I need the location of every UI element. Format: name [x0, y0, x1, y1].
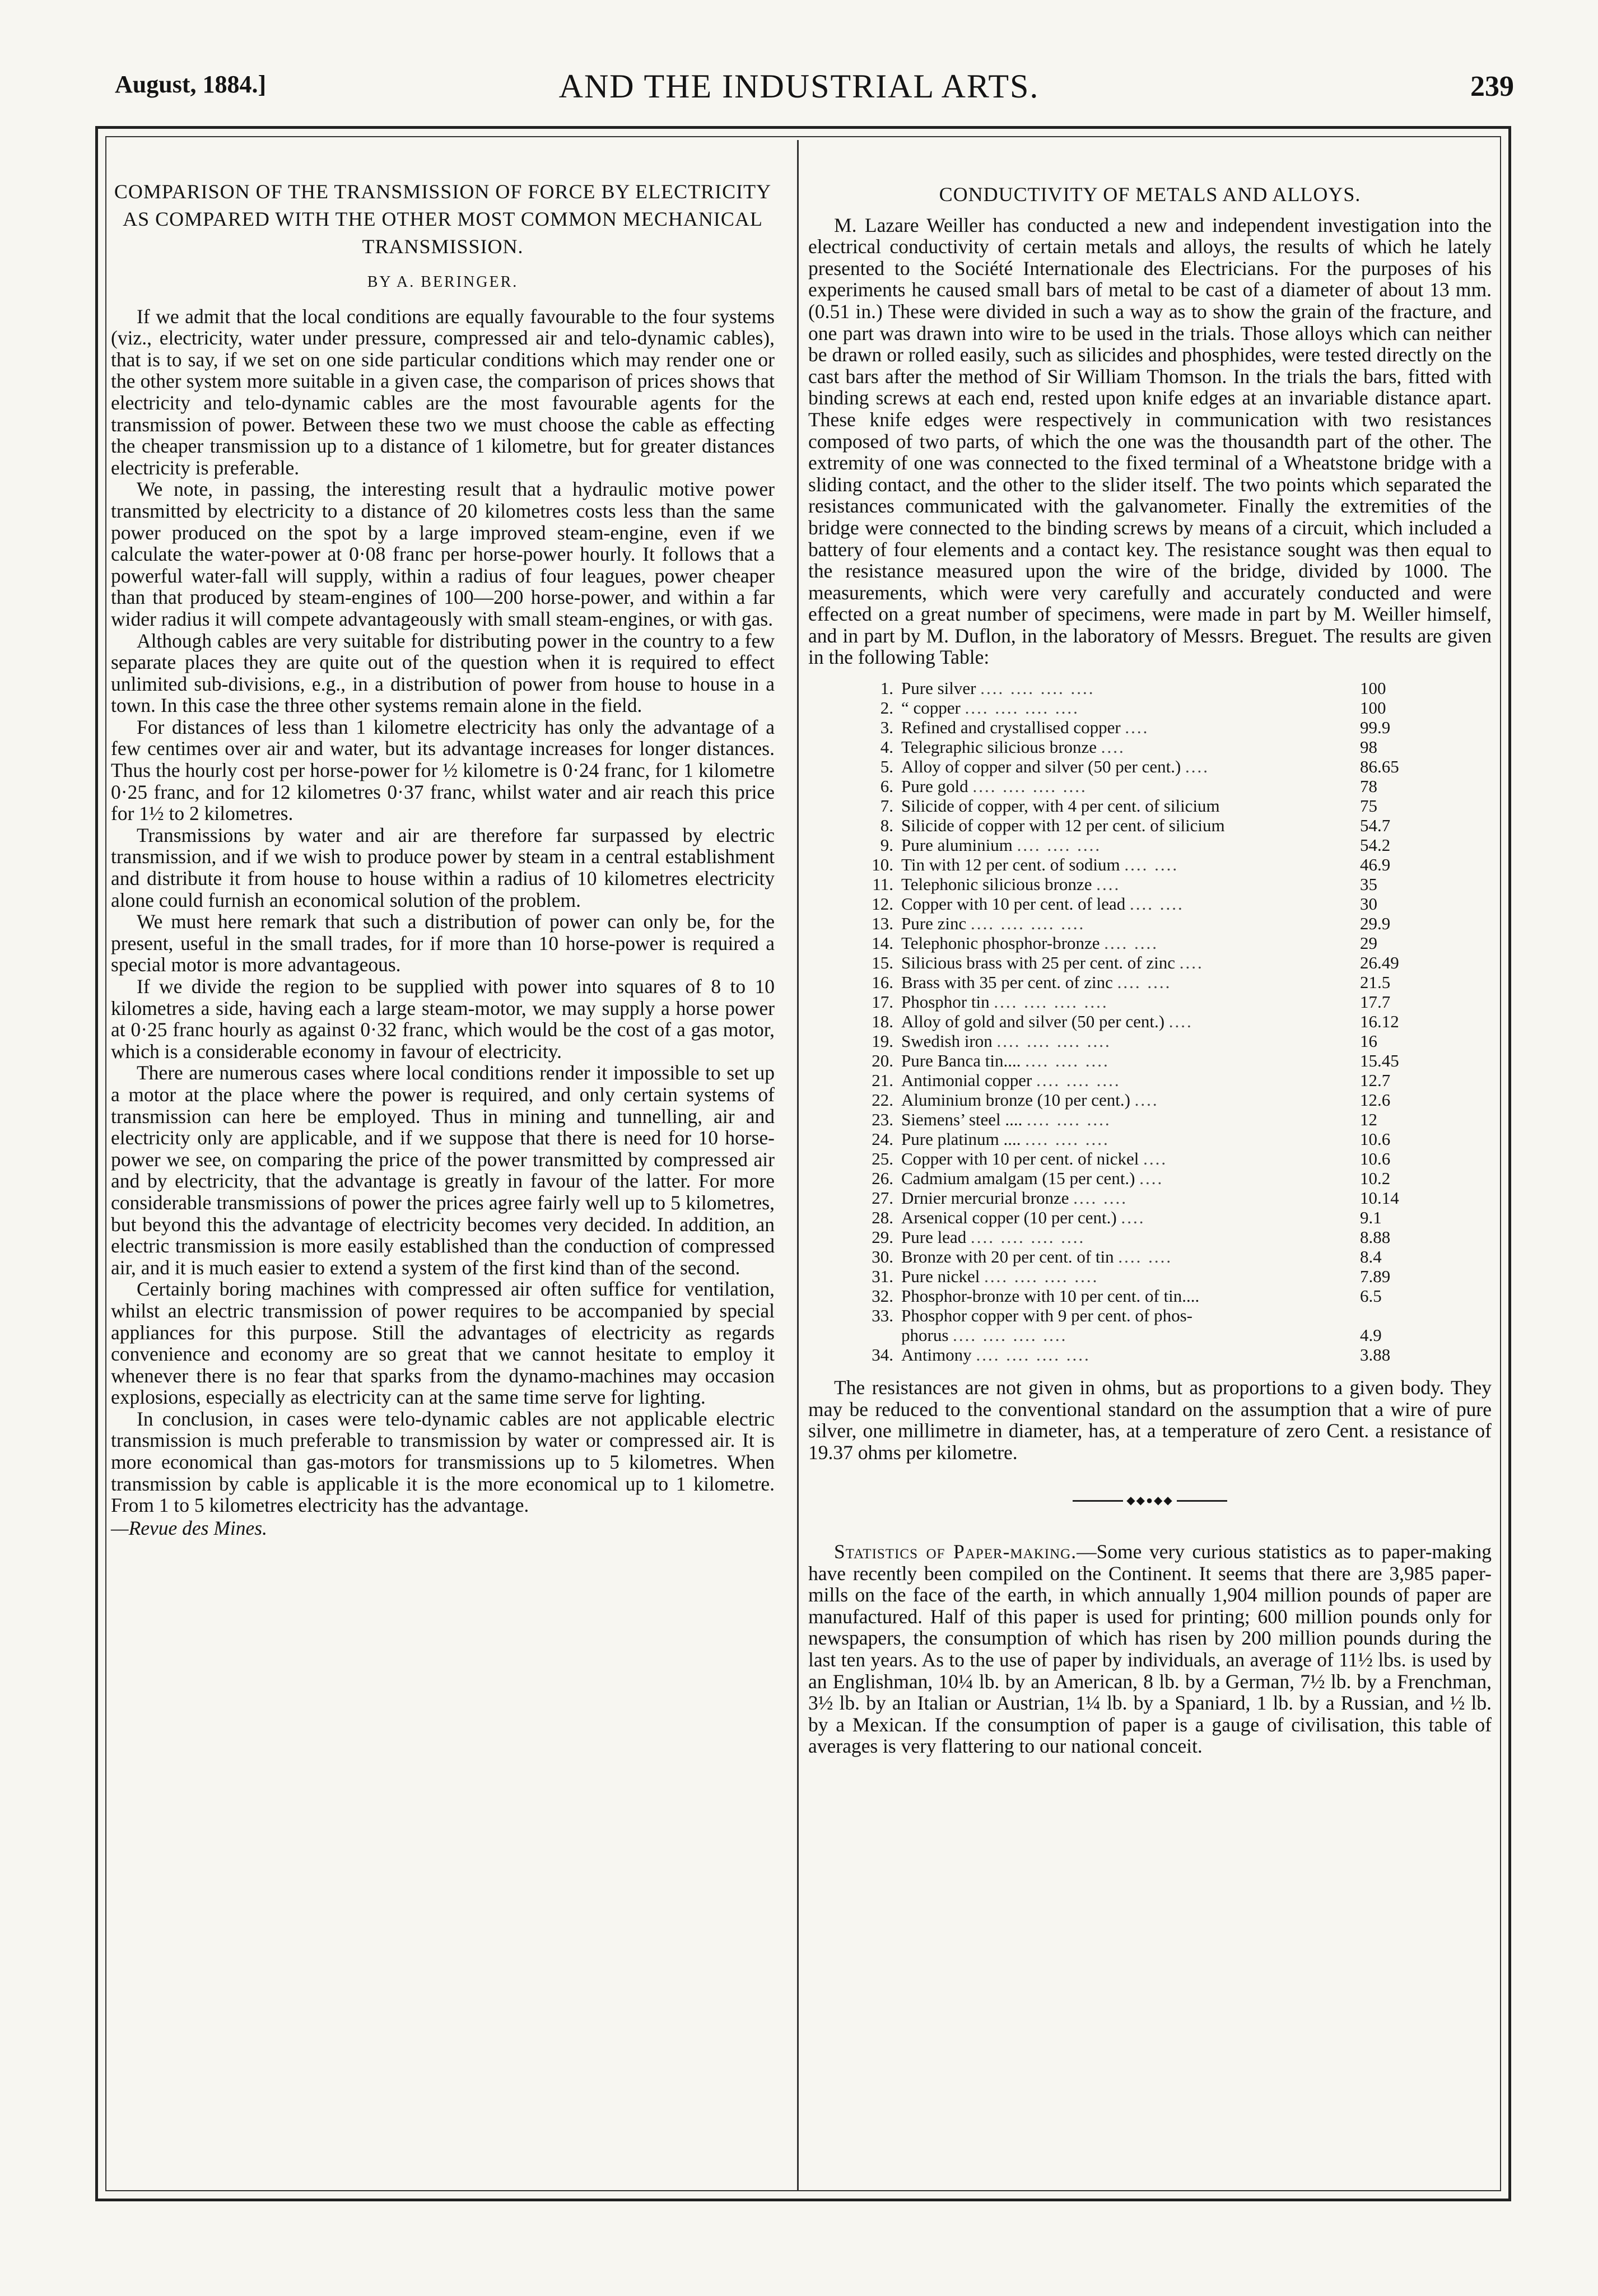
- row-number: 16.: [872, 972, 893, 993]
- leader-dots: .... .... .... ....: [970, 1227, 1085, 1247]
- leader-dots: .... .... .... ....: [996, 1031, 1111, 1051]
- conductivity-value: 3.88: [1360, 1345, 1391, 1365]
- table-row: [864, 1070, 1413, 1090]
- row-number: 21.: [872, 1070, 893, 1091]
- table-row: [864, 855, 1413, 874]
- table-row: [864, 894, 1413, 914]
- row-number: 17.: [872, 992, 893, 1012]
- table-row: [864, 1168, 1413, 1188]
- leader-dots: .... ....: [1073, 1188, 1128, 1208]
- leader-dots: .... ....: [1130, 894, 1184, 914]
- material-label: Tin with 12 per cent. of sodium: [901, 855, 1120, 875]
- conductivity-value: 7.89: [1360, 1266, 1391, 1287]
- row-number: 11.: [872, 874, 893, 895]
- article-paragraph: Transmissions by water and air are therefore far surpassed by electric transmission, and if we wish to produce power by steam in a central establishment and distribute it from house to house within a radius of 10 kilometres electricity alone could furnish an economical solution of the problem.: [111, 823, 775, 911]
- table-row: [864, 1306, 1413, 1325]
- material-label: Silicide of copper with 12 per cent. of silicium: [901, 816, 1225, 836]
- row-number: 13.: [872, 914, 893, 934]
- material-label: Silicide of copper, with 4 per cent. of silicium: [901, 796, 1220, 816]
- conductivity-value: 30: [1360, 894, 1377, 914]
- conductivity-value: 17.7: [1360, 992, 1391, 1012]
- article-paragraph: We must here remark that such a distribution of power can only be, for the present, useful in the small trades, for if more than 10 horse-power is required a special motor is more advantageous.: [111, 910, 775, 976]
- conductivity-closing: The resistances are not given in ohms, but as proportions to a given body. They may be reduced to the conventional standard on the assumption that a wire of pure silver, one millimetre in diameter, has, at a temperature of zero Cent. a resistance of 19.37 ohms per kilometre.: [808, 1376, 1492, 1464]
- material-name: [901, 992, 1348, 1012]
- material-label: Pure aluminium: [901, 835, 1013, 855]
- table-row: [864, 1325, 1413, 1345]
- table-row: [864, 1208, 1413, 1227]
- material-label: Pure gold: [901, 776, 968, 797]
- conductivity-value: 46.9: [1360, 855, 1391, 875]
- conductivity-value: 75: [1360, 796, 1377, 816]
- article-body: [111, 306, 775, 1516]
- leader-dots: ....: [1185, 757, 1210, 777]
- material-name: [901, 678, 1348, 698]
- article-paragraph: We note, in passing, the interesting result that a hydraulic motive power transmitted by electricity to a distance of 20 kilometres costs less than the same power produced on the spot by a large improved steam-engine, even if we calculate the water-power at 0·08 franc per horse-power hourly. It follows that a powerful water-fall will supply, within a radius of four leagues, power cheaper than that produced by steam-engines of 100—200 horse-power, and within a far wider radius it will compete advantageously with small steam-engines, or with gas.: [111, 478, 775, 630]
- row-number: 6.: [880, 776, 893, 797]
- conductivity-value: 99.9: [1360, 718, 1391, 738]
- material-name: [901, 874, 1348, 894]
- row-number: 4.: [880, 737, 893, 757]
- table-row: [864, 1345, 1413, 1364]
- table-row: [864, 972, 1413, 992]
- article-source: [111, 1517, 775, 1539]
- conductivity-value: 10.6: [1360, 1129, 1391, 1149]
- row-number: 18.: [872, 1012, 893, 1032]
- conductivity-value: 100: [1360, 678, 1386, 698]
- conductivity-value: 78: [1360, 776, 1377, 797]
- row-number: 20.: [872, 1051, 893, 1071]
- table-row: [864, 1090, 1413, 1110]
- table-row: [864, 698, 1413, 718]
- material-label: Telephonic silicious bronze: [901, 874, 1092, 895]
- material-name: [901, 855, 1348, 874]
- table-row: [864, 1227, 1413, 1247]
- leader-dots: ....: [1101, 737, 1125, 757]
- material-label: Phosphor tin: [901, 992, 990, 1012]
- leader-dots: ....: [1168, 1012, 1193, 1032]
- material-name: [901, 1051, 1348, 1070]
- material-name: [901, 894, 1348, 914]
- conductivity-value: 29.9: [1360, 914, 1391, 934]
- material-name: [901, 1306, 1348, 1325]
- material-name: [901, 1227, 1348, 1247]
- conductivity-value: 6.5: [1360, 1286, 1382, 1306]
- leader-dots: .... .... .... ....: [976, 1345, 1091, 1365]
- row-number: 5.: [880, 757, 893, 777]
- material-name: [901, 757, 1348, 776]
- table-row: [864, 796, 1413, 816]
- material-name: [901, 933, 1348, 953]
- leader-dots: .... ....: [1104, 933, 1158, 953]
- article-paragraph: Although cables are very suitable for distributing power in the country to a few separate places they are quite out of the question when it is required to effect unlimited sub-divisions, e.g., in a distribution of power from house to house in a town. In this case the three other systems remain alone in the field.: [111, 629, 775, 717]
- conductivity-value: 10.14: [1360, 1188, 1399, 1208]
- table-row: [864, 1149, 1413, 1168]
- article-paragraph: In conclusion, in cases were telo-dynamic cables are not applicable electric transmission is much preferable to transmission by water or compressed air. It is more economical than gas-motors for transmissions up to 5 kilometres. When transmission by cable is applicable it is the more economical up to 1 kilometre. From 1 to 5 kilometres electricity has the advantage.: [111, 1407, 775, 1517]
- material-name: [901, 972, 1348, 992]
- article-paragraph: If we admit that the local conditions are equally favourable to the four systems (viz., electricity, water under pressure, compressed air and telo-dynamic cables), that is to say, if we set on one side particular conditions which may render one or the other system more suitable in a given case, the comparison of prices shows that electricity and telo-dynamic cables are the most favourable agents for the transmission of power. Between these two we must choose the cable as effecting the cheaper transmission up to a distance of 1 kilometre, but for greater distances electricity is preferable.: [111, 305, 775, 479]
- row-number: 33.: [872, 1306, 893, 1326]
- material-label: Brass with 35 per cent. of zinc: [901, 972, 1113, 993]
- table-row: [864, 835, 1413, 855]
- material-label: Bronze with 20 per cent. of tin: [901, 1247, 1114, 1267]
- leader-dots: ....: [1139, 1168, 1164, 1189]
- conductivity-value: 35: [1360, 874, 1377, 895]
- table-row: [864, 1188, 1413, 1208]
- material-name: [901, 914, 1348, 933]
- issue-date: August, 1884.]: [115, 71, 267, 98]
- right-column: [808, 178, 1492, 1757]
- material-label: Alloy of copper and silver (50 per cent.): [901, 757, 1181, 777]
- conductivity-value: 29: [1360, 933, 1377, 953]
- left-column: [111, 178, 775, 1539]
- conductivity-value: 100: [1360, 698, 1386, 718]
- section-ornament: ◆◆●◆◆: [808, 1490, 1492, 1512]
- page-number: 239: [1470, 71, 1514, 103]
- material-name: [901, 737, 1348, 757]
- table-row: [864, 1051, 1413, 1070]
- material-name: [901, 835, 1348, 855]
- leader-dots: .... .... .... ....: [980, 678, 1095, 698]
- material-name: [901, 1345, 1348, 1364]
- row-number: 12.: [872, 894, 893, 914]
- table-row: [864, 757, 1413, 776]
- material-label: “ copper: [901, 698, 961, 718]
- table-row: [864, 1129, 1413, 1149]
- material-name: [901, 1266, 1348, 1286]
- material-name: [901, 1286, 1348, 1306]
- conductivity-value: 9.1: [1360, 1208, 1382, 1228]
- conductivity-value: 16: [1360, 1031, 1377, 1051]
- conductivity-value: 10.2: [1360, 1168, 1391, 1189]
- paper-statistics-lead: Statistics of Paper-making.: [834, 1540, 1077, 1563]
- conductivity-value: 12: [1360, 1110, 1377, 1130]
- conductivity-value: 86.65: [1360, 757, 1399, 777]
- material-name: [901, 1110, 1348, 1129]
- material-label: Pure nickel: [901, 1266, 980, 1287]
- paper-statistics: [808, 1541, 1492, 1757]
- row-number: [864, 1325, 901, 1345]
- conductivity-value: 4.9: [1360, 1325, 1382, 1345]
- table-row: [864, 1247, 1413, 1266]
- material-name: [901, 796, 1348, 816]
- material-label: phorus: [901, 1325, 949, 1345]
- leader-dots: .... .... .... ....: [965, 698, 1079, 718]
- table-row: [864, 933, 1413, 953]
- conductivity-value: 8.4: [1360, 1247, 1382, 1267]
- material-label: Phosphor-bronze with 10 per cent. of tin....: [901, 1286, 1200, 1306]
- table-row: [864, 1286, 1413, 1306]
- conductivity-table: [864, 678, 1413, 1364]
- leader-dots: ....: [1096, 874, 1121, 895]
- material-label: Copper with 10 per cent. of nickel: [901, 1149, 1139, 1169]
- material-label: Aluminium bronze (10 per cent.): [901, 1090, 1130, 1110]
- row-number: 3.: [880, 718, 893, 738]
- table-row: [864, 953, 1413, 972]
- conductivity-value: 98: [1360, 737, 1377, 757]
- conductivity-value: 21.5: [1360, 972, 1391, 993]
- leader-dots: .... ....: [1124, 855, 1179, 875]
- row-number: 10.: [872, 855, 893, 875]
- conductivity-value: 12.7: [1360, 1070, 1391, 1091]
- material-name: [901, 1031, 1348, 1051]
- row-number: 8.: [880, 816, 893, 836]
- leader-dots: .... ....: [1117, 972, 1172, 993]
- article-byline: BY A. BERINGER.: [367, 273, 519, 291]
- material-name: [901, 1149, 1348, 1168]
- row-number: 14.: [872, 933, 893, 953]
- material-name: [901, 816, 1348, 835]
- leader-dots: .... .... ....: [1025, 1129, 1110, 1149]
- material-name: [901, 1188, 1348, 1208]
- table-row: [864, 737, 1413, 757]
- leader-dots: .... .... .... ....: [984, 1266, 1099, 1287]
- material-label: Pure platinum ....: [901, 1129, 1021, 1149]
- leader-dots: .... ....: [1118, 1247, 1173, 1267]
- leader-dots: .... .... ....: [1027, 1110, 1111, 1130]
- material-label: Alloy of gold and silver (50 per cent.): [901, 1012, 1165, 1032]
- row-number: 24.: [872, 1129, 893, 1149]
- material-label: Antimony: [901, 1345, 972, 1365]
- material-name: [901, 953, 1348, 972]
- conductivity-value: 54.2: [1360, 835, 1391, 855]
- row-number: 28.: [872, 1208, 893, 1228]
- conductivity-value: 26.49: [1360, 953, 1399, 973]
- material-name: [901, 1208, 1348, 1227]
- leader-dots: .... .... ....: [1036, 1070, 1121, 1091]
- conductivity-value: 54.7: [1360, 816, 1391, 836]
- row-number: 23.: [872, 1110, 893, 1130]
- row-number: 25.: [872, 1149, 893, 1169]
- material-name: [901, 1168, 1348, 1188]
- material-label: Drnier mercurial bronze: [901, 1188, 1069, 1208]
- material-label: Silicious brass with 25 per cent. of zinc: [901, 953, 1176, 973]
- row-number: 27.: [872, 1188, 893, 1208]
- row-number: 9.: [880, 835, 893, 855]
- conductivity-value: 15.45: [1360, 1051, 1399, 1071]
- material-name: [901, 1090, 1348, 1110]
- leader-dots: .... .... .... ....: [994, 992, 1108, 1012]
- material-label: Telephonic phosphor-bronze: [901, 933, 1100, 953]
- conductivity-intro: M. Lazare Weiller has conducted a new and independent investigation into the electrical conductivity of certain metals and alloys, the results of which he lately presented to the Société Internationale des Electricians. For the purposes of his experiments he caused small bars of metal to be cast of a diameter of about 13 mm. (0.51 in.) These were divided in such a way as to show the grain of the fracture, and one part was drawn into wire to be used in the trials. Those alloys which can neither be drawn or rolled easily, such as silicides and phosphides, were tested directly on the cast bars after the method of Sir William Thomson. In the trials the bars, fitted with binding screws at each end, rested upon knife edges at an invariable distance apart. These knife edges were respectively in communication with two resistances composed of two parts, of which the one was the thousandth part of the other. The extremity of one was connected to the fixed terminal of a Wheatstone bridge with a sliding contact, and the other to the slider itself. The two points which separated the resistances communicated with the galvanometer. Finally the extremities of the bridge were connected to the binding screws by means of a circuit, which included a battery of four elements and a contact key. The resistance sought was then equal to the resistance measured upon the wire of the bridge, divided by 1000. The measurements, which were very carefully and accurately conducted and were effected on a great number of specimens, were made in part by M. Weiller himself, and in part by M. Duflon, in the laboratory of Messrs. Breguet. The results are given in the following Table:: [808, 213, 1492, 669]
- material-label: Copper with 10 per cent. of lead: [901, 894, 1126, 914]
- leader-dots: ....: [1125, 718, 1149, 738]
- row-number: 31.: [872, 1266, 893, 1287]
- material-name: [901, 1070, 1348, 1090]
- table-row: [864, 718, 1413, 737]
- table-row: [864, 1266, 1413, 1286]
- material-label: Pure zinc: [901, 914, 967, 934]
- material-label: Arsenical copper (10 per cent.): [901, 1208, 1117, 1228]
- table-row: [864, 816, 1413, 835]
- material-label: Cadmium amalgam (15 per cent.): [901, 1168, 1135, 1189]
- row-number: 19.: [872, 1031, 893, 1051]
- table-row: [864, 678, 1413, 698]
- article-paragraph: For distances of less than 1 kilometre electricity has only the advantage of a few centimes over air and water, but its advantage increases for longer distances. Thus the hourly cost per horse-power for ½ kilometre is 0·24 franc, for 1 kilometre 0·25 franc, and for 12 kilometres 0·37 franc, whilst water and air reach this price for 1½ to 2 kilometres.: [111, 715, 775, 825]
- material-label: Pure lead: [901, 1227, 967, 1247]
- table-row: [864, 992, 1413, 1012]
- table-row: [864, 874, 1413, 894]
- row-number: 2.: [880, 698, 893, 718]
- conductivity-title: CONDUCTIVITY OF METALS AND ALLOYS.: [939, 183, 1361, 206]
- conductivity-value: [1348, 1306, 1413, 1325]
- material-label: Pure silver: [901, 678, 976, 698]
- material-label: Antimonial copper: [901, 1070, 1032, 1091]
- material-label: Swedish iron: [901, 1031, 993, 1051]
- leader-dots: ....: [1121, 1208, 1145, 1228]
- conductivity-value: 10.6: [1360, 1149, 1391, 1169]
- row-number: 32.: [872, 1286, 893, 1306]
- leader-dots: .... .... .... ....: [953, 1325, 1068, 1345]
- running-title: AND THE INDUSTRIAL ARTS.: [558, 68, 1040, 105]
- material-label: Refined and crystallised copper: [901, 718, 1121, 738]
- leader-dots: .... .... .... ....: [970, 914, 1085, 934]
- article-paragraph: Certainly boring machines with compressed air often suffice for ventilation, whilst an electric transmission of power requires to be accompanied by special appliances for this purpose. Still the advantages of electricity as regards convenience and economy are so great that we cannot hesitate to employ it whenever there is no fear that sparks from the dynamo-machines may occasion explosions, especially as electricity can at the same time serve for lighting.: [111, 1278, 775, 1409]
- material-name: [901, 698, 1348, 718]
- leader-dots: ....: [1134, 1090, 1159, 1110]
- material-label: Pure Banca tin....: [901, 1051, 1021, 1071]
- column-divider: [797, 140, 799, 2190]
- article-paragraph: There are numerous cases where local conditions render it impossible to set up a motor at the place where the power is required, and only certain systems of transmission can here be employed. Thus in mining and tunnelling, air and electricity only are applicable, and if we suppose that there is need for 10 horse-power we see, on comparing the price of the power transmitted by compressed air and by electricity, that the advantage is greatly in favour of the latter. For more considerable transmissions of power the prices agree fairly well up to 5 kilometres, but beyond this the advantage of electricity becomes very decided. In addition, an electric transmission is more easily established than the conduction of compressed air, and it is much easier to extend a system of the first kind than of the second.: [111, 1061, 775, 1279]
- table-row: [864, 914, 1413, 933]
- table-row: [864, 1110, 1413, 1129]
- paper-statistics-text: —Some very curious statistics as to paper-making have recently been compiled on the Continent. It seems that there are 3,985 paper-mills on the face of the earth, in which annually 1,904 million pounds of paper are manufactured. Half of this paper is used for printing; 600 million pounds only for newspapers, the consumption of which has risen by 200 million pounds during the last ten years. As to the use of paper by individuals, an average of 11½ lbs. is used by an Englishman, 10¼ lb. by an American, 8 lb. by a German, 7½ lb. by a Frenchman, 3½ lb. by an Italian or Austrian, 1¼ lb. by a Spaniard, 1 lb. by a Russian, and ½ lb. by a Mexican. If the consumption of paper is a gauge of civilisation, this table of averages is very flattering to our national conceit.: [808, 1540, 1492, 1758]
- row-number: 1.: [880, 678, 893, 698]
- table-row: [864, 1012, 1413, 1031]
- material-name: [901, 1247, 1348, 1266]
- row-number: 22.: [872, 1090, 893, 1110]
- row-number: 15.: [872, 953, 893, 973]
- material-name: [901, 1012, 1348, 1031]
- material-label: Phosphor copper with 9 per cent. of phos-: [901, 1306, 1193, 1326]
- row-number: 30.: [872, 1247, 893, 1267]
- material-name: [901, 1129, 1348, 1149]
- material-name: [901, 1325, 1348, 1345]
- conductivity-value: 16.12: [1360, 1012, 1399, 1032]
- conductivity-value: 12.6: [1360, 1090, 1391, 1110]
- row-number: 34.: [872, 1345, 893, 1365]
- leader-dots: .... .... ....: [1025, 1051, 1110, 1071]
- conductivity-value: 8.88: [1360, 1227, 1391, 1247]
- leader-dots: .... .... .... ....: [972, 776, 1087, 797]
- leader-dots: ....: [1179, 953, 1204, 973]
- row-number: 29.: [872, 1227, 893, 1247]
- material-label: Siemens’ steel ....: [901, 1110, 1023, 1130]
- leader-dots: .... .... ....: [1017, 835, 1102, 855]
- table-row: [864, 776, 1413, 796]
- material-name: [901, 718, 1348, 737]
- material-name: [901, 776, 1348, 796]
- article-paragraph: If we divide the region to be supplied with power into squares of 8 to 10 kilometres a side, having each a large steam-motor, we may supply a horse power at 0·25 franc hourly as against 0·32 franc, which would be the cost of a gas motor, which is a considerable economy in favour of electricity.: [111, 975, 775, 1063]
- row-number: 26.: [872, 1168, 893, 1189]
- material-label: Telegraphic silicious bronze: [901, 737, 1097, 757]
- table-row: [864, 1031, 1413, 1051]
- leader-dots: ....: [1143, 1149, 1168, 1169]
- page-header: [0, 67, 1598, 129]
- source-citation: —Revue des Mines.: [111, 1516, 267, 1539]
- row-number: 7.: [880, 796, 893, 816]
- article-title: COMPARISON OF THE TRANSMISSION OF FORCE BY ELECTRICITY AS COMPARED WITH THE OTHER MOST COMMON MECHANICAL TRANSMISSION.: [114, 180, 772, 258]
